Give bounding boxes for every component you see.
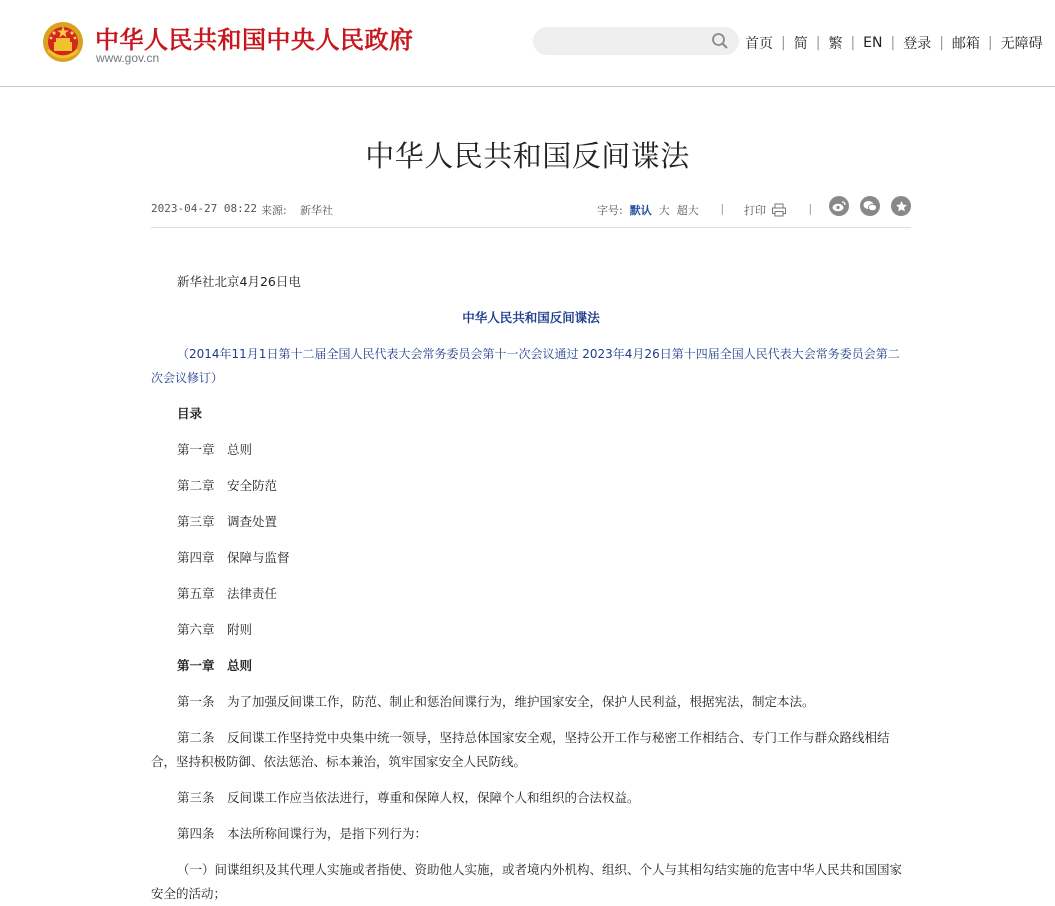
toc-item: 第四章 保障与监督 xyxy=(177,550,290,565)
toc-item: 第三章 调查处置 xyxy=(177,514,278,529)
meta-divider: | xyxy=(719,202,726,215)
toc-item: 第六章 附则 xyxy=(177,622,253,637)
toc-item: 第五章 法律责任 xyxy=(177,586,278,601)
wechat-share-icon[interactable] xyxy=(860,196,880,216)
article-meta xyxy=(151,202,911,226)
font-size-control xyxy=(597,202,699,218)
nav-english[interactable]: EN xyxy=(863,35,883,51)
article-3: 第三条 反间谍工作应当依法进行，尊重和保障人权，保障个人和组织的合法权益。 xyxy=(177,790,640,805)
law-title: 中华人民共和国反间谍法 xyxy=(462,310,600,325)
site-header xyxy=(0,0,1055,87)
site-name[interactable]: 中华人民共和国中央人民政府 xyxy=(95,26,414,54)
article-4: 第四条 本法所称间谍行为，是指下列行为： xyxy=(177,826,428,841)
search-box xyxy=(533,27,739,55)
nav-simplified[interactable]: 简 xyxy=(793,36,808,52)
site-domain: www.gov.cn xyxy=(96,51,160,65)
nav-home[interactable]: 首页 xyxy=(745,36,773,52)
nav-divider: | xyxy=(815,35,821,51)
toc-title: 目录 xyxy=(177,406,203,421)
adoption-note: （2014年11月1日第十二届全国人民代表大会常务委员会第十一次会议通过 2023年4月26日第十四届全国人民代表大会常务委员会第二次会议修订） xyxy=(151,347,900,385)
meta-divider: | xyxy=(807,202,814,215)
chapter-heading: 第一章 总则 xyxy=(177,658,253,673)
dateline: 新华社北京4月26日电 xyxy=(177,274,301,289)
source-label: 来源: xyxy=(261,204,287,217)
nav-divider: | xyxy=(781,35,786,51)
nav-mail[interactable]: 邮箱 xyxy=(951,36,980,52)
article-4-item-1: （一）间谍组织及其代理人实施或者指使、资助他人实施，或者境内外机构、组织、个人与其相勾结实施的危害中华人民共和国国家安全的活动； xyxy=(151,862,903,901)
nav-divider: | xyxy=(939,35,944,51)
weibo-share-icon[interactable] xyxy=(829,196,849,216)
nav-accessibility[interactable]: 无障碍 xyxy=(1000,36,1043,52)
top-nav xyxy=(745,33,1043,53)
printer-icon xyxy=(771,203,787,217)
nav-login[interactable]: 登录 xyxy=(903,36,932,52)
font-size-large[interactable]: 大 xyxy=(658,204,670,217)
national-emblem-icon[interactable] xyxy=(42,20,84,64)
article-title: 中华人民共和国反间谍法 xyxy=(365,139,690,173)
meta-divider-line xyxy=(151,227,911,228)
nav-divider: | xyxy=(850,35,856,51)
toc-item: 第一章 总则 xyxy=(177,442,253,457)
source-value: 新华社 xyxy=(300,204,333,217)
print-button[interactable] xyxy=(744,202,787,218)
nav-divider: | xyxy=(987,35,993,51)
article-1: 第一条 为了加强反间谍工作，防范、制止和惩治间谍行为，维护国家安全，保护人民利益，根据宪法，制定本法。 xyxy=(177,694,815,709)
search-icon[interactable] xyxy=(711,32,729,50)
nav-traditional[interactable]: 繁 xyxy=(828,36,843,52)
toc-item: 第二章 安全防范 xyxy=(177,478,278,493)
font-size-default[interactable]: 默认 xyxy=(629,204,652,217)
publish-date: 2023-04-27 08:22 xyxy=(151,202,257,215)
article-2: 第二条 反间谍工作坚持党中央集中统一领导，坚持总体国家安全观，坚持公开工作与秘密工作相结合、专门工作与群众路线相结合，坚持积极防御、依法惩治、标本兼治，筑牢国家安全人民防线。 xyxy=(151,730,890,769)
font-size-label: 字号: xyxy=(597,204,623,217)
font-size-xlarge[interactable]: 超大 xyxy=(676,204,699,217)
favorite-star-icon[interactable] xyxy=(891,196,911,216)
search-input[interactable] xyxy=(547,27,711,57)
nav-divider: | xyxy=(890,35,896,51)
print-label: 打印 xyxy=(744,204,766,217)
